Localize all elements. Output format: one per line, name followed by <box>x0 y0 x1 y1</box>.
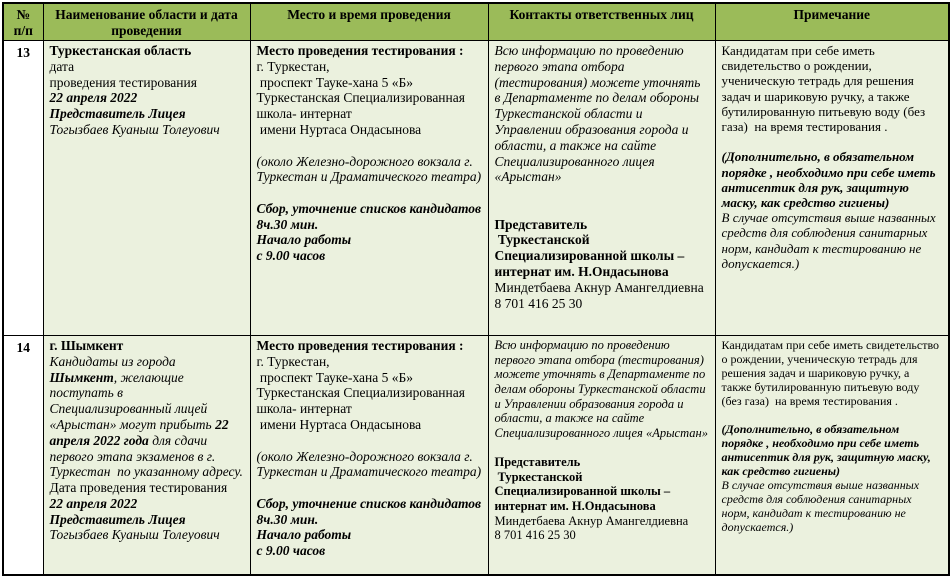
text-line: Кандидатам при себе иметь свидетельство о рождении, ученическую тетрадь для решения задач и шариковую ручку, а также бутилированную питьевую воду (без газа) на время тестирования . <box>721 43 929 135</box>
text-line: Кандидатам при себе иметь свидетельство о рождении, ученическую тетрадь для решения задач и шариковую ручку, а также бутилированную питьевую воду (без газа) на время тестирования . <box>721 338 943 409</box>
text-line: г. Туркестан, <box>256 353 330 369</box>
text-line: Всю информацию по проведению первого этапа отбора (тестирования) можете уточнять в Департаменте по делам обороны Туркестанской области и Управлении образования города и области, а также на сайте Специализированного лицея «Арыстан» <box>494 338 709 440</box>
text-line: дата <box>49 58 75 74</box>
text-line: проведения тестирования <box>49 74 197 90</box>
text-line: Тогызбаев Куаныш Толеуович <box>49 527 220 543</box>
region-date-cell <box>43 41 250 336</box>
text-line: В случае отсутствия выше названных средств для соблюдения санитарных норм, кандидат к тестированию не допускается.) <box>721 478 923 535</box>
header-row <box>3 3 949 41</box>
column-header-notes: Примечание <box>715 3 949 41</box>
text-line: Представитель <box>494 216 588 232</box>
contacts-cell <box>488 336 715 575</box>
text-line: (Дополнительно, в обязательном порядке , необходимо при себе иметь антисептик для рук, защитную маску, как средство гигиены) <box>721 422 934 479</box>
text-line: Тогызбаев Куаныш Толеуович <box>49 121 220 137</box>
text-line: Кандидаты из города Шымкент, желающие поступать в Специализированный лицей «Арыстан» могут прибыть 22 апреля 2022 года для сдачи первого этапа экзаменов в г. Туркестан по указанному адресу. <box>49 353 243 480</box>
text-line: г. Шымкент <box>49 338 124 354</box>
table-row <box>3 336 949 575</box>
text-line: Туркестанская область <box>49 43 192 59</box>
table-row <box>3 41 949 336</box>
text-line: Представитель Лицея <box>49 106 186 122</box>
text-line: г. Туркестан, <box>256 58 330 74</box>
place-time-cell <box>250 41 488 336</box>
text-line: с 9.00 часов <box>256 248 326 264</box>
text-line: с 9.00 часов <box>256 543 326 559</box>
text-line: Туркестанская Специализированная школа- интернат <box>256 90 469 122</box>
column-header-place-time: Место и время проведения <box>250 3 488 41</box>
text-line <box>495 440 709 455</box>
text-line <box>257 138 482 154</box>
text-line <box>495 185 709 201</box>
text-line: (около Железно-дорожного вокзала г. Туркестан и Драматического театра) <box>256 448 482 480</box>
text-line: Место проведения тестирования : <box>256 43 464 59</box>
row-number: 14 <box>3 336 43 575</box>
text-line: Туркестанской <box>494 469 583 484</box>
text-line: 8 701 416 25 30 <box>494 295 583 311</box>
text-line: 8 701 416 25 30 <box>494 528 576 543</box>
region-date-cell <box>43 336 250 575</box>
text-line: В случае отсутствия выше названных средств для соблюдения санитарных норм, кандидат к тестированию не допускается.) <box>721 210 943 271</box>
column-header-region-date: Наименование области и дата проведения <box>43 3 250 41</box>
text-line <box>722 408 943 422</box>
column-header-num: № п/п <box>3 3 43 41</box>
column-header-contacts: Контакты ответственных лиц <box>488 3 715 41</box>
text-line: 22 апреля 2022 <box>49 495 138 511</box>
text-line: Миндетбаева Акнур Амангелдиевна <box>494 279 704 295</box>
text-line: (около Железно-дорожного вокзала г. Туркестан и Драматического театра) <box>256 153 482 185</box>
text-line: Сбор, уточнение списков кандидатов 8ч.30 мин. <box>256 200 485 232</box>
text-line: проспект Тауке-хана 5 «Б» <box>256 74 414 90</box>
text-line: Туркестанской <box>494 232 590 248</box>
schedule-table-body <box>3 41 949 575</box>
text-line: Представитель Лицея <box>49 511 186 527</box>
text-line: (Дополнительно, в обязательном порядке , необходимо при себе иметь антисептик для рук, защитную маску, как средство гигиены) <box>721 149 939 211</box>
schedule-table <box>2 2 950 576</box>
text-line: Начало работы <box>256 232 352 248</box>
text-line: Миндетбаева Акнур Амангелдиевна <box>494 513 689 528</box>
text-line: Представитель <box>494 455 581 470</box>
text-line: 22 апреля 2022 <box>49 90 138 106</box>
text-line: имени Нуртаса Ондасынова <box>256 121 422 137</box>
text-line: Дата проведения тестирования <box>49 480 228 496</box>
text-line <box>722 134 943 149</box>
text-line: имени Нуртаса Ондасынова <box>256 416 422 432</box>
row-number: 13 <box>3 41 43 336</box>
text-line: Туркестанская Специализированная школа- интернат <box>256 385 469 417</box>
notes-cell <box>715 41 949 336</box>
table-header <box>3 3 949 41</box>
text-line: Начало работы <box>256 527 352 543</box>
text-line: Специализированной школы – интернат им. Н.Ондасынова <box>494 484 674 513</box>
text-line: Сбор, уточнение списков кандидатов 8ч.30 мин. <box>256 495 485 527</box>
place-time-cell <box>250 336 488 575</box>
text-line: Специализированной школы – интернат им. Н.Ондасынова <box>494 248 688 279</box>
notes-cell <box>715 336 949 575</box>
text-line: проспект Тауке-хана 5 «Б» <box>256 369 414 385</box>
text-line <box>257 480 482 496</box>
contacts-cell <box>488 41 715 336</box>
text-line: Место проведения тестирования : <box>256 338 464 354</box>
text-line <box>495 201 709 217</box>
text-line: Всю информацию по проведению первого этапа отбора (тестирования) можете уточнять в Департаменте по делам обороны Туркестанской области и Управлении образования города и области, а также на сайте Специализированного лицея «Арыстан» <box>494 43 704 185</box>
text-line <box>257 185 482 201</box>
text-line <box>257 433 482 449</box>
